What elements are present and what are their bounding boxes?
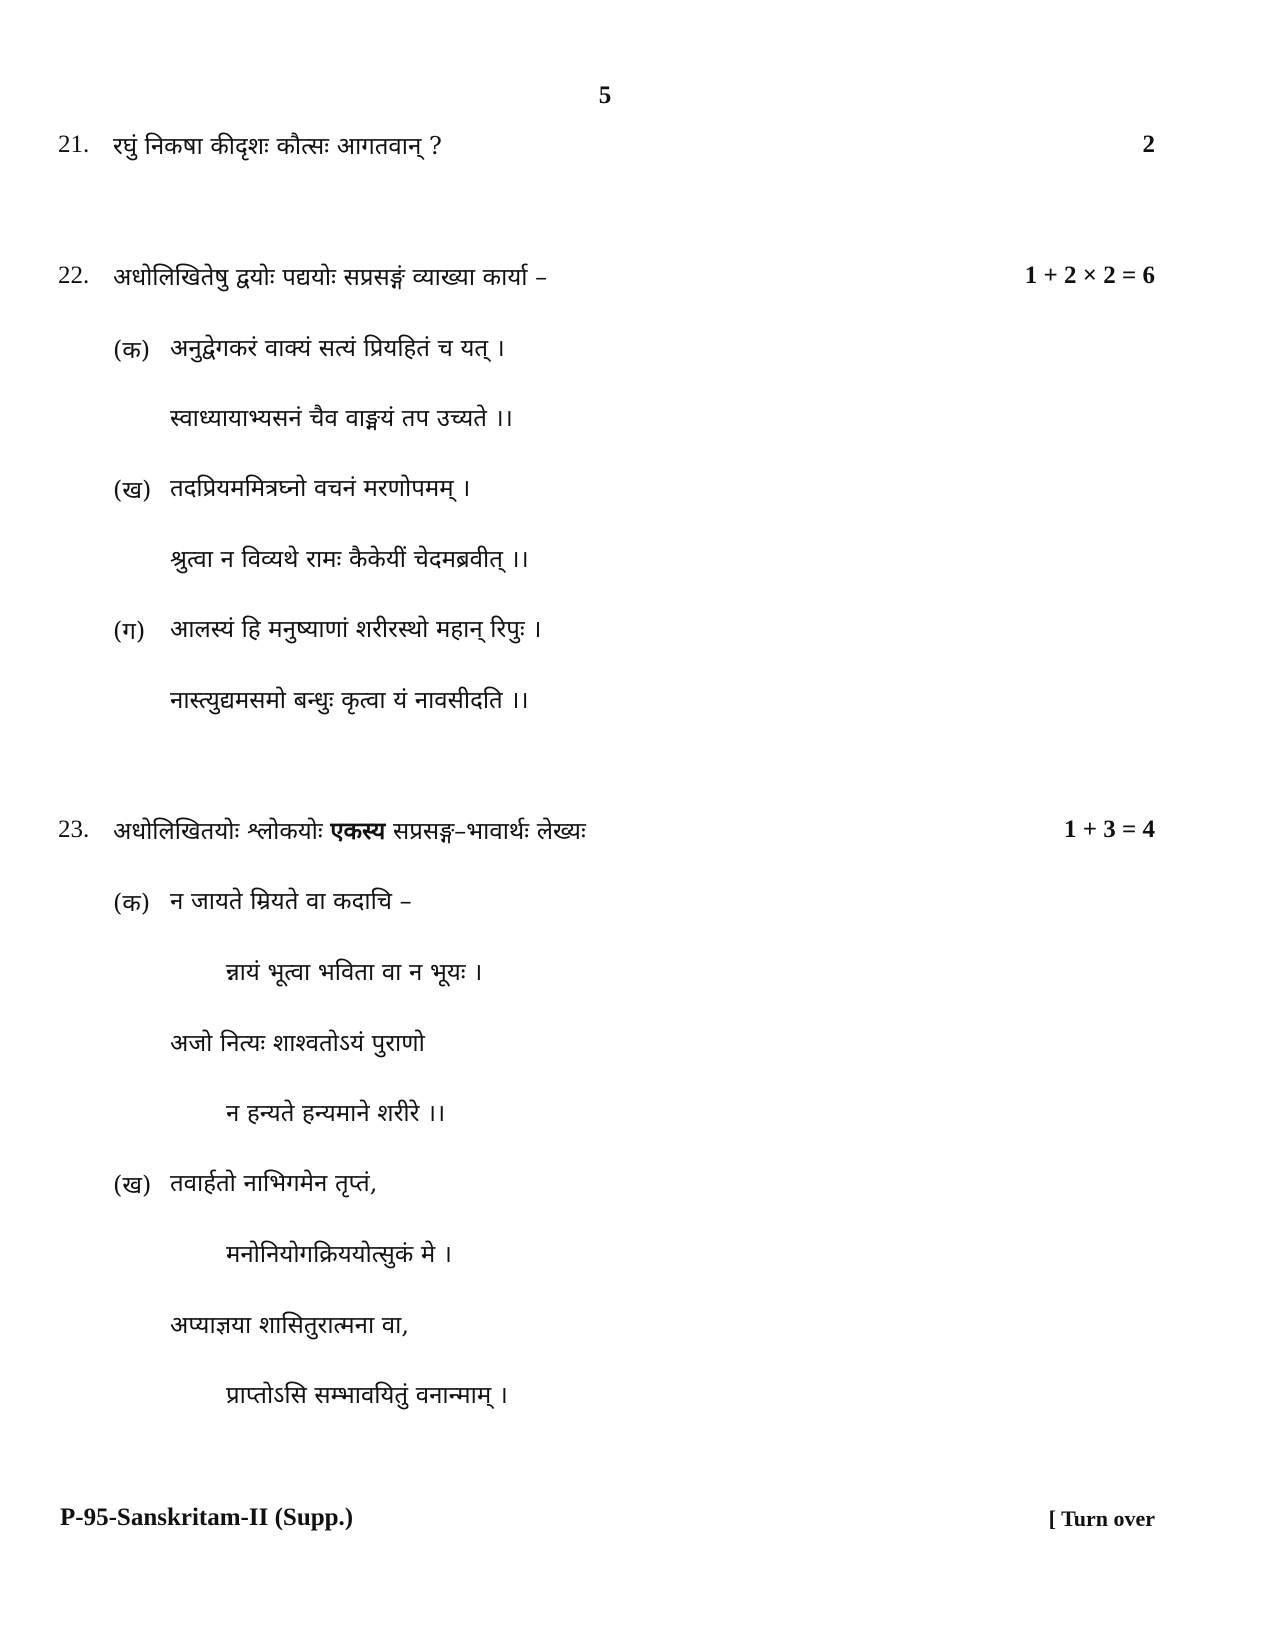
q22-part-ga-label: (ग) [113, 617, 146, 645]
q23-part-ka-label: (क) [113, 889, 151, 917]
q23-part-ka-line2: न्नायं भूत्वा भविता वा न भूयः । [226, 958, 483, 986]
q22-part-ka-label: (क) [113, 336, 151, 364]
turn-over-note: [ Turn over [1048, 1506, 1155, 1531]
question-21-marks: 2 [1142, 131, 1155, 158]
q23-part-ka-line4: न हन्यते हन्यमाने शरीरे ।। [226, 1099, 446, 1127]
q22-part-kha-line1: तदप्रियममित्रघ्नो वचनं मरणोपमम् । [170, 474, 471, 502]
q22-part-ga-line1: आलस्यं हि मनुष्याणां शरीरस्थो महान् रिपुः । [170, 615, 542, 643]
question-22-marks: 1 + 2 × 2 = 6 [1024, 262, 1155, 289]
question-23-text-after: सप्रसङ्ग–भावार्थः लेख्यः [392, 817, 586, 845]
q23-part-kha-line2: मनोनियोगक्रिययोत्सुकं मे । [226, 1240, 453, 1268]
page-number: 5 [598, 82, 612, 109]
q22-part-kha-label: (ख) [113, 476, 152, 504]
question-23-marks: 1 + 3 = 4 [1064, 816, 1155, 843]
q23-part-kha-line1: तवार्हतो नाभिगमेन तृप्तं, [170, 1169, 378, 1197]
q22-part-ka-line1: अनुद्वेगकरं वाक्यं सत्यं प्रियहितं च यत् । [170, 334, 505, 362]
question-23-text-bold: एकस्य [330, 816, 386, 845]
question-21-text: रघुं निकषा कीदृशः कौत्सः आगतवान् ? [113, 132, 442, 160]
question-21-number: 21. [58, 131, 90, 158]
q23-part-kha-line3: अप्याज्ञया शासितुरात्मना वा, [170, 1311, 409, 1339]
question-23-text-before: अधोलिखितयोः श्लोकयोः [113, 817, 323, 845]
question-23-text [113, 814, 586, 847]
q22-part-ka-line2: स्वाध्यायाभ्यसनं चैव वाङ्मयं तप उच्यते ।। [170, 404, 513, 432]
q22-part-ga-line2: नास्त्युद्यमसमो बन्धुः कृत्वा यं नावसीदति ।। [170, 686, 529, 714]
paper-code: P-95-Sanskritam-II (Supp.) [60, 1504, 354, 1531]
question-23-number: 23. [58, 816, 90, 843]
q23-part-kha-line4: प्राप्तोऽसि सम्भावयितुं वनान्माम् । [226, 1381, 508, 1409]
q23-part-ka-line3: अजो नित्यः शाश्वतोऽयं पुराणो [170, 1029, 425, 1057]
q23-part-kha-label: (ख) [113, 1171, 152, 1199]
q22-part-kha-line2: श्रुत्वा न विव्यथे रामः कैकेयीं चेदमब्रवीत् ।। [170, 545, 529, 573]
question-22-text: अधोलिखितेषु द्वयोः पद्ययोः सप्रसङ्गं व्याख्या कार्या – [113, 263, 548, 291]
q23-part-ka-line1: न जायते म्रियते वा कदाचि – [170, 887, 412, 915]
question-22-number: 22. [58, 262, 90, 289]
